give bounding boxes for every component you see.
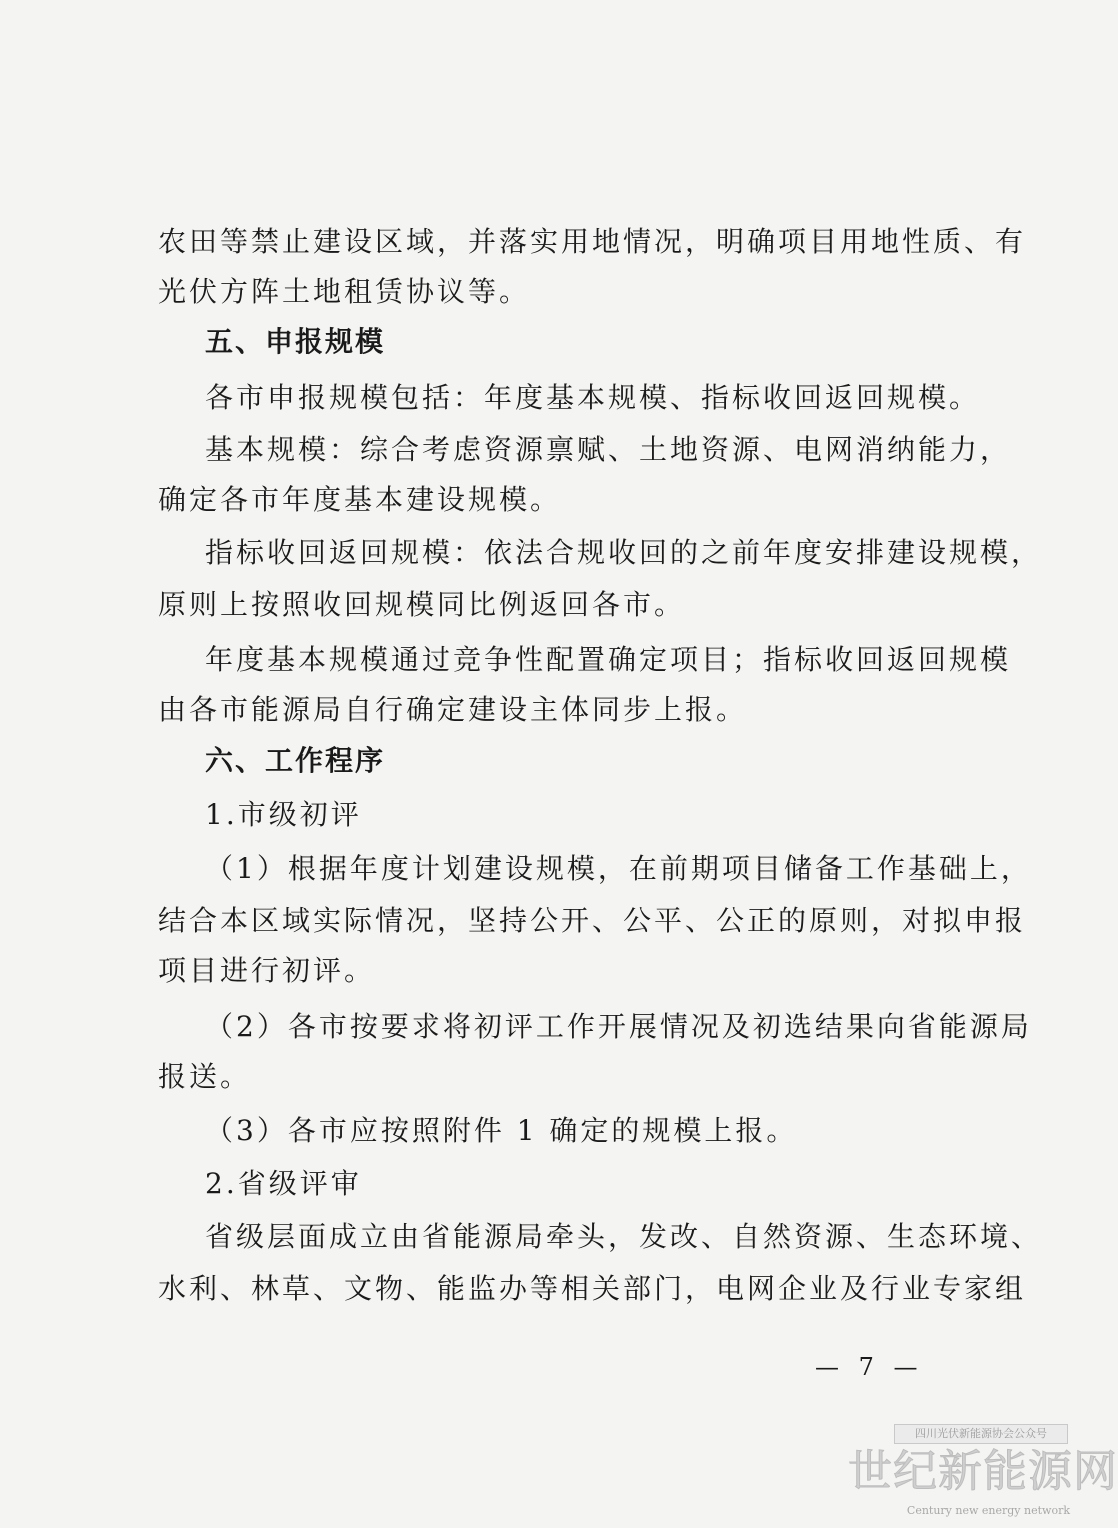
watermark-subtitle: Century new energy network bbox=[906, 1504, 1070, 1517]
subsection-heading: 2.省级评审 bbox=[205, 1167, 362, 1200]
body-line: 基本规模：综合考虑资源禀赋、土地资源、电网消纳能力， bbox=[205, 433, 1012, 466]
page-number: — 7 — bbox=[815, 1353, 924, 1381]
body-line: （3）各市应按照附件 1 确定的规模上报。 bbox=[205, 1114, 798, 1147]
body-line: 水利、林草、文物、能监办等相关部门，电网企业及行业专家组 bbox=[158, 1272, 1027, 1305]
watermark-title: 世纪新能源网 bbox=[848, 1446, 1118, 1497]
body-line: 光伏方阵土地租赁协议等。 bbox=[158, 275, 531, 308]
section-heading: 六、工作程序 bbox=[205, 744, 386, 777]
body-line: 结合本区域实际情况，坚持公开、公平、公正的原则，对拟申报 bbox=[158, 904, 1027, 937]
subsection-heading: 1.市级初评 bbox=[205, 798, 362, 831]
body-line: 报送。 bbox=[158, 1060, 252, 1093]
body-line: 指标收回返回规模：依法合规收回的之前年度安排建设规模， bbox=[205, 536, 1043, 569]
body-line: （2）各市按要求将初评工作开展情况及初选结果向省能源局 bbox=[205, 1010, 1032, 1043]
body-line: 省级层面成立由省能源局牵头，发改、自然资源、生态环境、 bbox=[205, 1220, 1043, 1253]
body-line: 原则上按照收回规模同比例返回各市。 bbox=[158, 588, 686, 621]
body-line: （1）根据年度计划建设规模，在前期项目储备工作基础上， bbox=[205, 852, 1032, 885]
watermark-banner: 四川光伏新能源协会公众号 bbox=[894, 1424, 1068, 1444]
body-line: 各市申报规模包括：年度基本规模、指标收回返回规模。 bbox=[205, 381, 981, 414]
body-line: 农田等禁止建设区域，并落实用地情况，明确项目用地性质、有 bbox=[158, 225, 1027, 258]
watermark-logo bbox=[848, 1424, 1118, 1520]
body-line: 年度基本规模通过竞争性配置确定项目；指标收回返回规模 bbox=[205, 643, 1012, 676]
body-line: 确定各市年度基本建设规模。 bbox=[158, 483, 562, 516]
section-heading: 五、申报规模 bbox=[205, 325, 386, 358]
body-line: 项目进行初评。 bbox=[158, 954, 376, 987]
body-line: 由各市能源局自行确定建设主体同步上报。 bbox=[158, 693, 748, 726]
